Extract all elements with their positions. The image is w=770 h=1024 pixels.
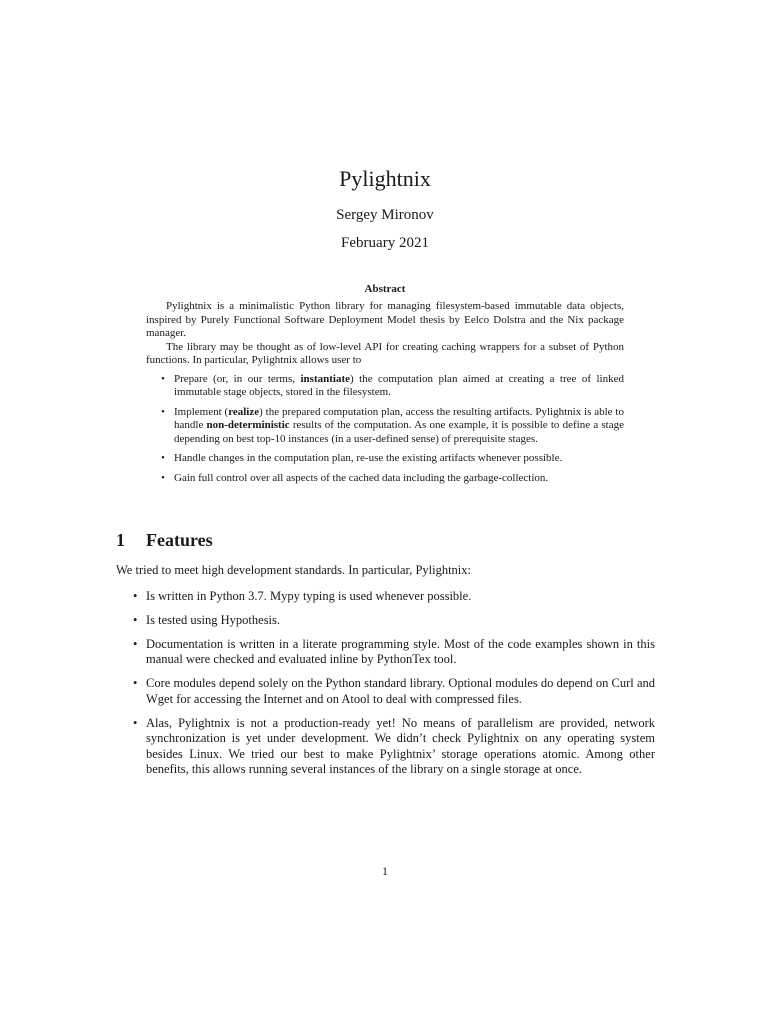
- section-number: 1: [116, 530, 125, 550]
- bullet-text: Implement (: [174, 405, 229, 418]
- bullet-icon: •: [161, 405, 165, 418]
- author-name: Sergey Mironov: [336, 207, 434, 223]
- bullet-icon: •: [133, 588, 138, 603]
- feature-item: [133, 676, 655, 707]
- bold-term: realize: [228, 405, 260, 418]
- bullet-icon: •: [133, 612, 138, 627]
- section-heading: [116, 530, 213, 551]
- abstract-paragraph: Pylightnix is a minimalistic Python library for managing filesystem-based immutable data objects, inspired by Purely Functional Software Deployment Model thesis by Eelco Dolstra and the Nix package manager.: [146, 300, 624, 339]
- bullet-text: results of the computation. As one example, it is possible to define a stage depending on best top-10 instances (in a user-defined sense) of prerequisite stages.: [174, 419, 624, 445]
- abstract-bullet-item: [161, 452, 624, 466]
- bullet-icon: •: [133, 676, 138, 690]
- feature-item: [133, 636, 655, 668]
- bullet-icon: •: [161, 471, 165, 484]
- feature-text: Documentation is written in a literate programming style. Most of the code examples shown in this manual were checked and evaluated inline by PythonTex tool.: [146, 636, 655, 666]
- bullet-icon: •: [133, 636, 138, 651]
- features-list: [116, 589, 655, 778]
- page-number: 1: [382, 864, 388, 878]
- feature-text: Is written in Python 3.7. Mypy typing is used whenever possible.: [146, 588, 472, 603]
- bullet-icon: •: [133, 715, 138, 730]
- bullet-text: Gain full control over all aspects of the cached data including the garbage-collection.: [174, 471, 549, 484]
- feature-item: [133, 715, 655, 778]
- bullet-text: ) the computation plan aimed at creating a tree of linked immutable stage objects, stored in the filesystem.: [174, 372, 624, 398]
- section-intro: We tried to meet high development standards. In particular, Pylightnix:: [116, 563, 472, 577]
- abstract-bullet-list: [146, 373, 624, 486]
- abstract-bullet-item: [161, 405, 624, 447]
- paper-title: Pylightnix: [339, 166, 431, 191]
- abstract-heading: Abstract: [364, 283, 406, 295]
- feature-text: Core modules depend solely on the Python standard library. Optional modules do depend on Curl and Wget for accessing the Internet and on Atool to deal with compressed files.: [146, 676, 655, 706]
- bold-term: non-deterministic: [206, 419, 290, 431]
- bullet-icon: •: [161, 452, 165, 464]
- publication-date: February 2021: [341, 235, 429, 251]
- bullet-icon: •: [161, 372, 165, 385]
- abstract-bullet-item: [161, 471, 624, 486]
- abstract-body: [146, 300, 624, 491]
- bullet-text: Prepare (or, in our terms,: [174, 372, 301, 385]
- section-body: [116, 563, 655, 786]
- abstract-paragraph: The library may be thought as of low-level API for creating caching wrappers for a subset of Python functions. In particular, Pylightnix allows user to: [146, 340, 624, 366]
- feature-item: [133, 612, 655, 629]
- bold-term: instantiate: [300, 372, 350, 385]
- abstract-bullet-item: [161, 372, 624, 400]
- section-title: Features: [146, 530, 213, 550]
- bullet-text: ) the prepared computation plan, access the resulting artifacts. Pylightnix is able to handle: [174, 405, 624, 431]
- bullet-text: Handle changes in the computation plan, re-use the existing artifacts whenever possible.: [174, 452, 563, 464]
- feature-text: Alas, Pylightnix is not a production-ready yet! No means of parallelism are provided, network synchronization is yet under development. We didn’t check Pylightnix on any operating system besides Linux. We tried our best to make Pylightnix’ storage operations atomic. Among other benefits, this allows running several instances of the library on a single storage at once.: [146, 715, 655, 776]
- feature-text: Is tested using Hypothesis.: [146, 612, 281, 627]
- feature-item: [133, 588, 655, 605]
